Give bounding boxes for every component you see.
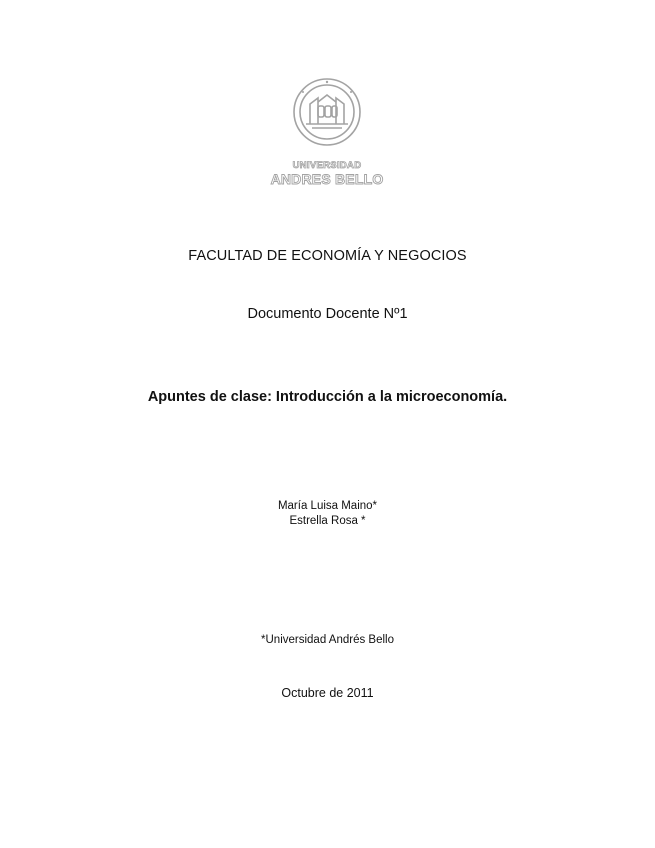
logo-line2: ANDRES BELLO (270, 171, 384, 187)
publication-date: Octubre de 2011 (281, 686, 374, 700)
document-title: Apuntes de clase: Introducción a la microeconomía. (147, 389, 508, 405)
logo-line1: UNIVERSIDAD (292, 160, 362, 171)
faculty-name: FACULTAD DE ECONOMÍA Y NEGOCIOS (188, 248, 467, 264)
author-affiliation: *Universidad Andrés Bello (261, 634, 394, 646)
document-label: Documento Docente Nº1 (247, 306, 408, 322)
university-logo (268, 72, 386, 190)
author-name: María Luisa Maino* (277, 500, 378, 512)
author-name: Estrella Rosa * (289, 515, 366, 527)
